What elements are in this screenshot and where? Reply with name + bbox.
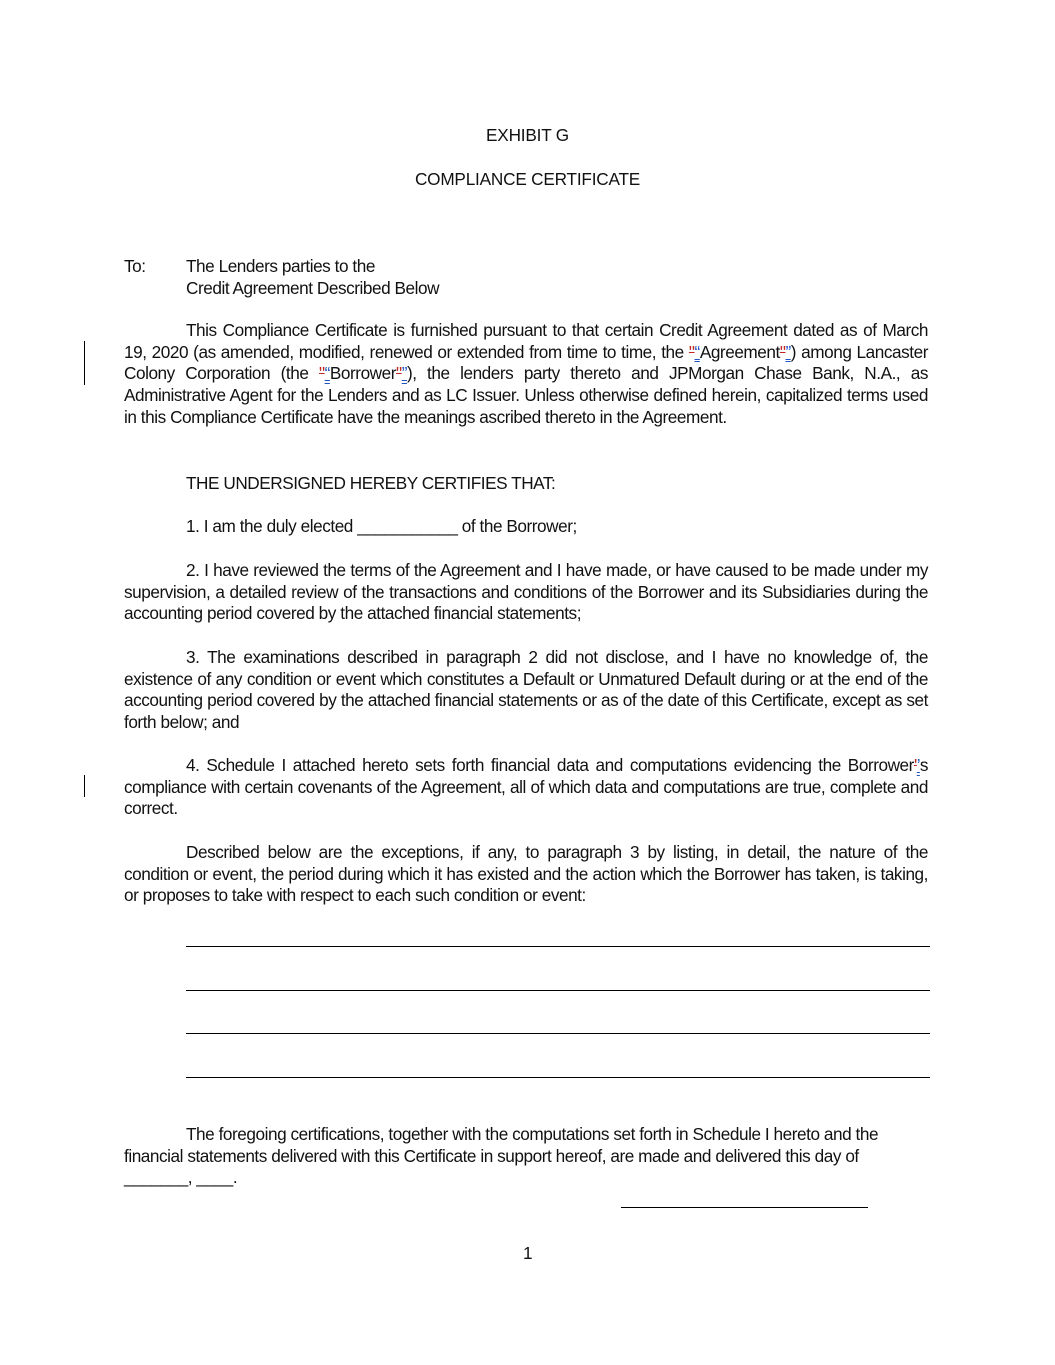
exception-line-4[interactable] (186, 1077, 930, 1078)
deleted-apostrophe: ' (913, 755, 917, 775)
certification-item-3: 3. The examinations described in paragraph 2 did not disclose, and I have no knowledge of, the existence of any condition or event which constitutes a Default or Unmatured Default during or at the end of the accounting period covered by the attached financial statements or as of the date of this Certificate, except as set forth below; and (124, 647, 928, 733)
deleted-quote: " (318, 363, 325, 384)
exceptions-paragraph: Described below are the exceptions, if any, to paragraph 3 by listing, in detail, the nature of the condition or event, the period during which it has existed and the action which the Borrower has taken, is taking, or proposes to take with respect to each such condition or event: (124, 842, 928, 906)
inserted-quote: “ (694, 341, 700, 362)
addressee-line-2: Credit Agreement Described Below (186, 277, 440, 298)
intro-paragraph (124, 320, 928, 429)
to-label: To: (124, 256, 146, 276)
exhibit-title: EXHIBIT G (486, 125, 569, 145)
inserted-quote: ” (785, 341, 791, 362)
certifies-heading: THE UNDERSIGNED HEREBY CERTIFIES THAT: (186, 473, 556, 493)
inserted-quote: ” (401, 363, 407, 384)
intro-text-3: ), the lenders party thereto and JPMorgan Chase Bank, N.A., as Administrative Agent for the Lenders and as LC Issuer. Unless otherwise defined herein, capitalized terms used in this Compliance Certificate have the meanings ascribed thereto in the Agreement. (124, 363, 928, 427)
deleted-quote: " (688, 341, 695, 362)
change-bar-item-4 (84, 775, 85, 797)
addressee-block (186, 256, 686, 299)
exception-line-1[interactable] (186, 946, 930, 947)
page-number: 1 (522, 1243, 533, 1263)
certification-item-2: 2. I have reviewed the terms of the Agreement and I have made, or have caused to be made under my supervision, a detailed review of the transactions and conditions of the Borrower and its Subsidiaries during the accounting period covered by the attached financial statements; (124, 560, 928, 624)
addressee-line-1: The Lenders parties to the (186, 256, 375, 276)
deleted-quote: " (396, 363, 402, 384)
intro-text-2: ) among Lancaster Colony Corporation (the (124, 341, 928, 384)
exception-line-3[interactable] (186, 1033, 930, 1034)
intro-text-1: This Compliance Certificate is furnished pursuant to that certain Credit Agreement dated as of March 19, 2020 (as amended, modified, renewed or extended from time to time, the (124, 320, 928, 362)
foregoing-paragraph: The foregoing certifications, together with the computations set forth in Schedule I hereto and the financial statements delivered with this Certificate in support hereof, are made and delivered this day of _______, ____. (124, 1124, 879, 1188)
certification-item-1: 1. I am the duly elected ___________ of the Borrower; (186, 516, 577, 536)
item-4-text-1: 4. Schedule I attached hereto sets forth financial data and computations evidencing the Borrower (186, 755, 914, 775)
inserted-apostrophe: ’ (916, 755, 920, 775)
inserted-quote: “ (324, 363, 330, 384)
defined-term-borrower: Borrower (329, 363, 397, 384)
change-bar-intro (84, 341, 85, 385)
certificate-title: COMPLIANCE CERTIFICATE (414, 169, 641, 189)
defined-term-agreement: Agreement (699, 341, 780, 362)
exception-line-2[interactable] (186, 990, 930, 991)
certification-item-4 (124, 755, 928, 820)
signature-line[interactable] (621, 1207, 868, 1208)
item-4-text-2: s compliance with certain covenants of the Agreement, all of which data and computations are true, complete and correct. (124, 755, 928, 819)
deleted-quote: " (779, 341, 786, 362)
